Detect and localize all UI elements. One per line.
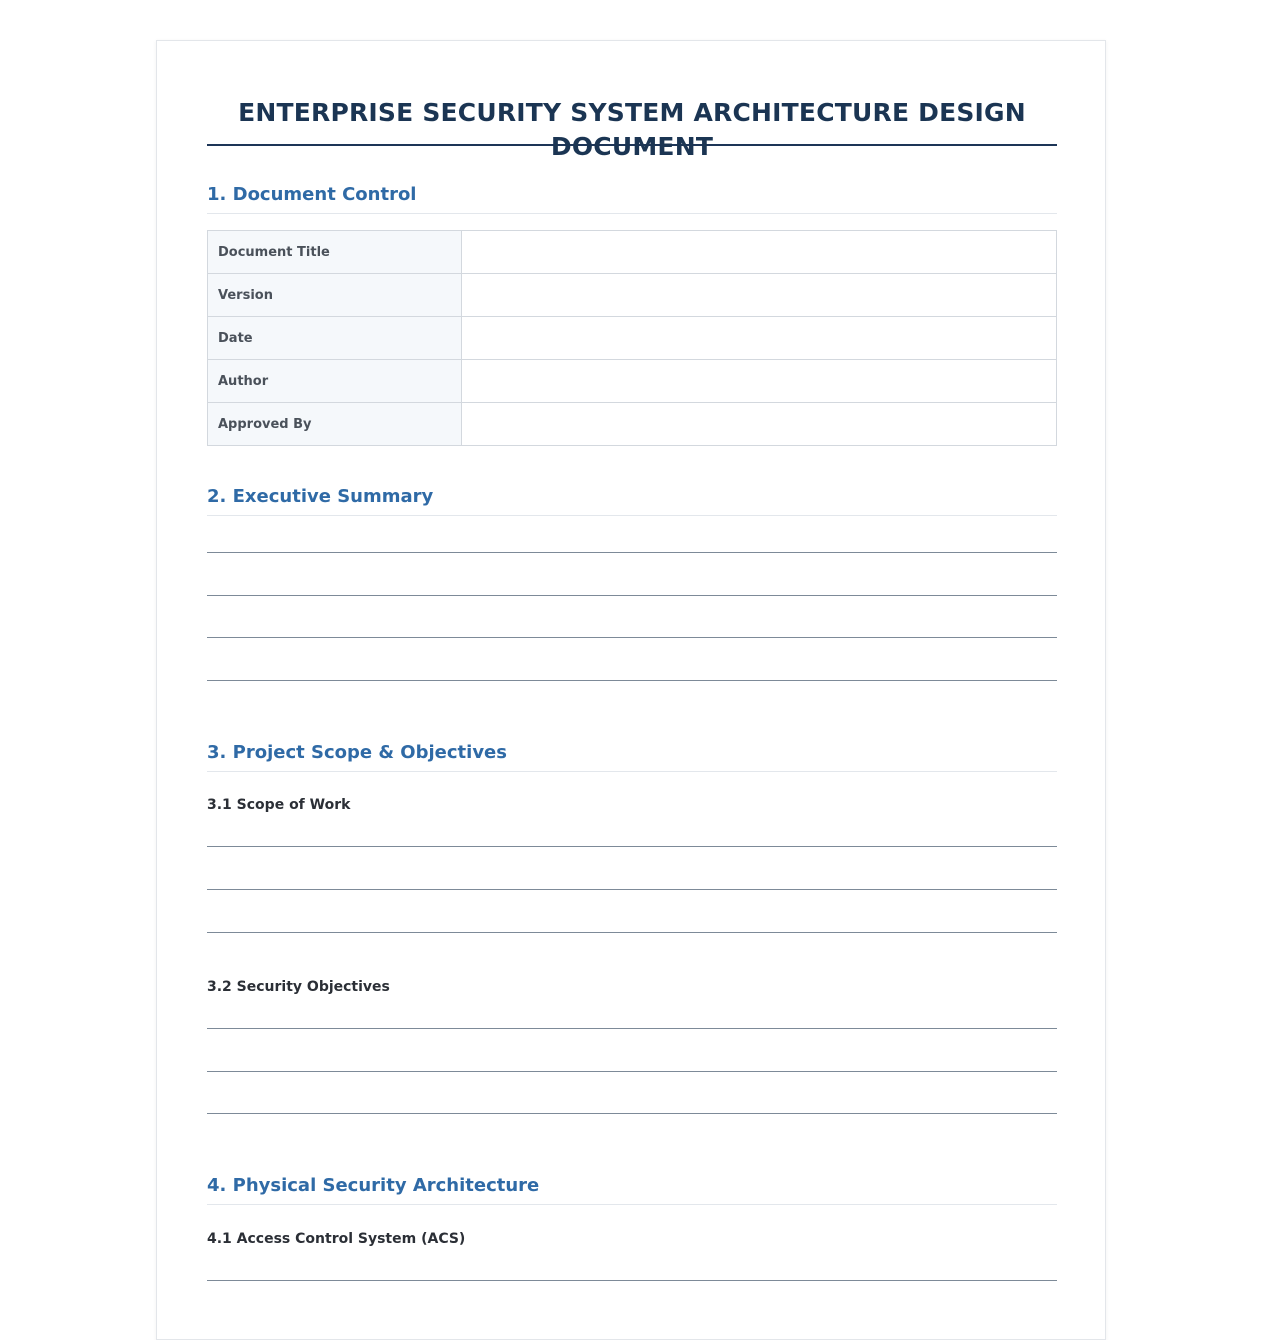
field-label: Date xyxy=(208,317,462,360)
writing-line[interactable] xyxy=(207,1113,1057,1114)
table-row xyxy=(208,403,1057,446)
section-title-physical-security: 4. Physical Security Architecture xyxy=(207,1173,1057,1205)
section-title-document-control: 1. Document Control xyxy=(207,182,1057,214)
writing-line[interactable] xyxy=(207,595,1057,596)
writing-line[interactable] xyxy=(207,552,1057,553)
writing-line[interactable] xyxy=(207,680,1057,681)
field-label: Author xyxy=(208,360,462,403)
author-field[interactable] xyxy=(462,360,1057,403)
writing-line[interactable] xyxy=(207,889,1057,890)
writing-line[interactable] xyxy=(207,932,1057,933)
section-title-executive-summary: 2. Executive Summary xyxy=(207,484,1057,516)
approved-by-field[interactable] xyxy=(462,403,1057,446)
field-label: Approved By xyxy=(208,403,462,446)
writing-line[interactable] xyxy=(207,1071,1057,1072)
document-page xyxy=(156,40,1106,1340)
document-control-table-wrapper xyxy=(207,230,1057,446)
subsection-title-scope-of-work: 3.1 Scope of Work xyxy=(207,797,351,813)
writing-line[interactable] xyxy=(207,1280,1057,1281)
table-row xyxy=(208,317,1057,360)
section-title-project-scope: 3. Project Scope & Objectives xyxy=(207,740,1057,772)
field-label: Document Title xyxy=(208,231,462,274)
writing-line[interactable] xyxy=(207,637,1057,638)
date-field[interactable] xyxy=(462,317,1057,360)
table-row xyxy=(208,274,1057,317)
writing-line[interactable] xyxy=(207,1028,1057,1029)
subsection-title-access-control: 4.1 Access Control System (ACS) xyxy=(207,1231,466,1247)
document-control-table xyxy=(207,230,1057,446)
document-title-field[interactable] xyxy=(462,231,1057,274)
field-label: Version xyxy=(208,274,462,317)
table-row xyxy=(208,231,1057,274)
writing-line[interactable] xyxy=(207,846,1057,847)
document-title: ENTERPRISE SECURITY SYSTEM ARCHITECTURE DESIGN DOCUMENT xyxy=(207,96,1057,146)
table-row xyxy=(208,360,1057,403)
version-field[interactable] xyxy=(462,274,1057,317)
subsection-title-security-objectives: 3.2 Security Objectives xyxy=(207,979,390,995)
